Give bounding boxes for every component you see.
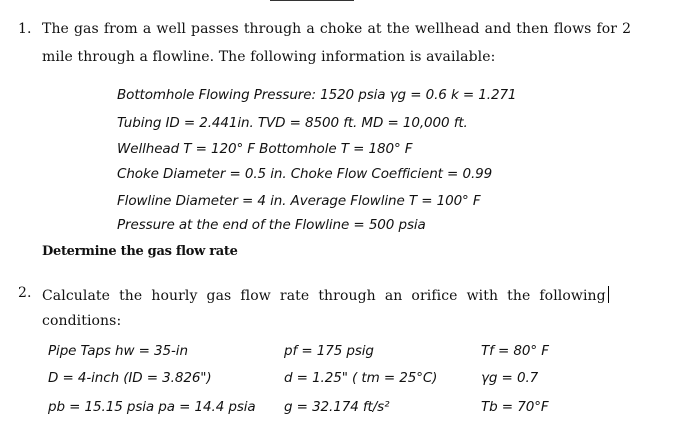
problem1-line1: The gas from a well passes through a choke at the wellhead and then flows for 2 [42, 21, 632, 37]
data-line-temperatures: Wellhead T = 120° F Bottomhole T = 180° F [117, 141, 413, 157]
col1-pressures: pb = 15.15 psia pa = 14.4 psia [48, 399, 256, 415]
problem1-number: 1. [18, 21, 32, 37]
data-line-flowline: Flowline Diameter = 4 in. Average Flowline T = 100° F [117, 193, 481, 209]
text-cursor [608, 286, 609, 303]
data-line-bhp: Bottomhole Flowing Pressure: 1520 psia γg = 0.6 k = 1.271 [117, 87, 517, 103]
problem1-line2: mile through a flowline. The following information is available: [42, 49, 496, 65]
col3-tb: Tb = 70°F [481, 399, 549, 415]
problem2-number: 2. [18, 285, 32, 301]
top-rule [270, 0, 354, 1]
col3-gas-gravity: γg = 0.7 [481, 370, 539, 386]
col1-diameter: D = 4-inch (ID = 3.826") [48, 370, 212, 386]
col3-tf: Tf = 80° F [481, 343, 549, 359]
problem1-task: Determine the gas flow rate [42, 244, 238, 259]
data-line-tubing: Tubing ID = 2.441in. TVD = 8500 ft. MD = 10,000 ft. [117, 115, 468, 131]
col2-orifice-d: d = 1.25" ( tm = 25°C) [284, 370, 438, 386]
problem2-line2: conditions: [42, 313, 122, 329]
data-line-end-pressure: Pressure at the end of the Flowline = 500 psia [117, 217, 426, 233]
data-line-choke: Choke Diameter = 0.5 in. Choke Flow Coefficient = 0.99 [117, 166, 493, 182]
col1-pipe-taps: Pipe Taps hw = 35-in [48, 343, 188, 359]
problem2-line1-text: Calculate the hourly gas flow rate through an orifice with the following [42, 288, 606, 304]
col2-pf: pf = 175 psig [284, 343, 374, 359]
problem2-line1 [42, 286, 609, 303]
col2-gravity: g = 32.174 ft/s² [284, 399, 390, 415]
